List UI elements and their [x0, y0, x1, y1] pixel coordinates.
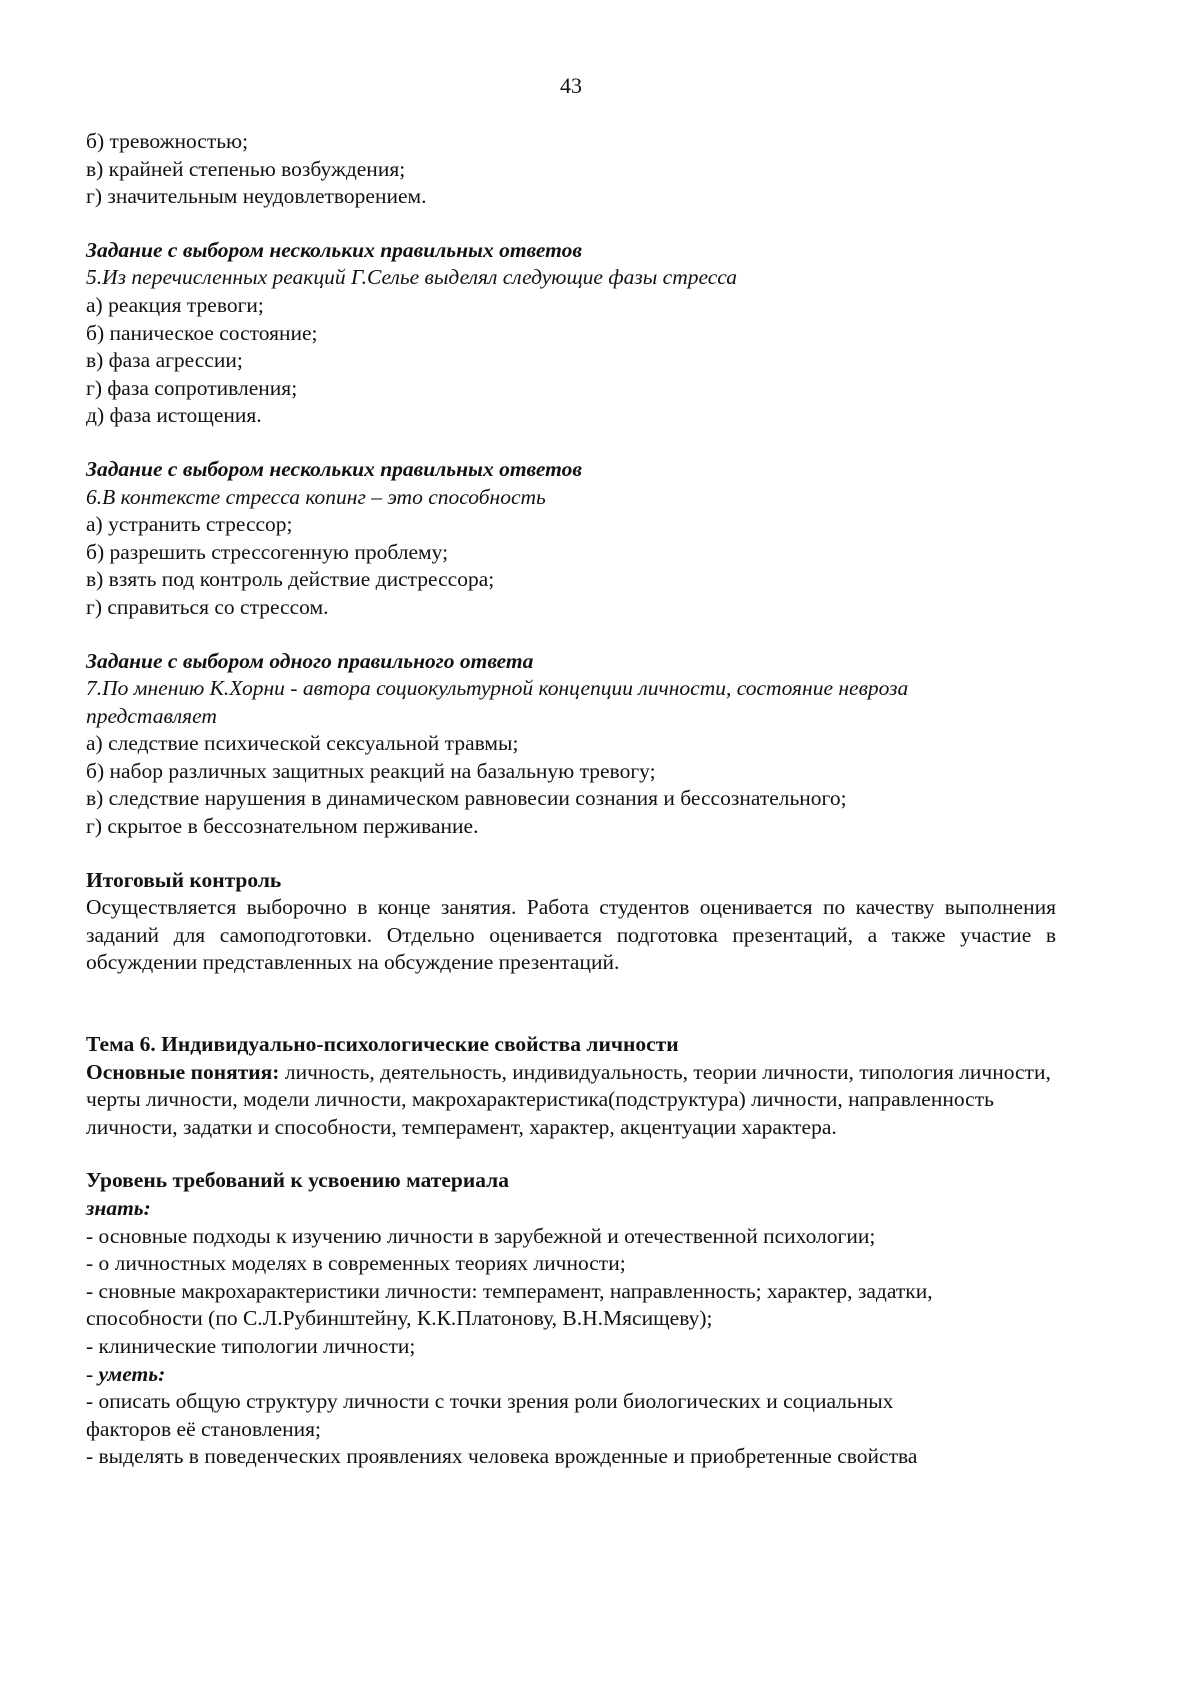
requirements-section: [86, 1167, 1056, 1471]
option-a: а) устранить стрессор;: [86, 512, 293, 537]
final-control-section: [86, 867, 1056, 977]
question-text: 6.В контексте стресса копинг – это способность: [86, 484, 546, 509]
know-item: - сновные макрохарактеристики личности: темперамент, направленность; характер, задатки,: [86, 1278, 933, 1303]
can-label-line: [86, 1361, 1056, 1389]
question-7: [86, 648, 1056, 841]
can-item: - выделять в поведенческих проявлениях человека врожденные и приобретенные свойства: [86, 1444, 918, 1469]
option-v: в) следствие нарушения в динамическом равновесии сознания и бессознательного;: [86, 786, 847, 811]
task-type-heading: Задание с выбором одного правильного ответа: [86, 648, 534, 673]
question-6: [86, 456, 1056, 622]
option-a: а) следствие психической сексуальной травмы;: [86, 731, 519, 756]
can-item: - описать общую структуру личности с точки зрения роли биологических и социальных: [86, 1389, 894, 1414]
can-label: уметь:: [98, 1361, 166, 1386]
q4-options: [86, 128, 1056, 211]
key-concepts-text: личность, деятельность, индивидуальность, теории личности, типология личности, черты личности, модели личности, макрохарактеристика(подструктура) личности, направленность личности, задатки и способности, темперамент, характер, акцентуации характера.: [86, 1059, 1051, 1139]
option-v: в) взять под контроль действие дистрессора;: [86, 567, 495, 592]
option-g: г) фаза сопротивления;: [86, 375, 298, 400]
question-5: [86, 237, 1056, 430]
can-dash: -: [86, 1361, 99, 1386]
option-d: д) фаза истощения.: [86, 403, 262, 428]
option-b: б) паническое состояние;: [86, 320, 318, 345]
option-v: в) крайней степенью возбуждения;: [86, 156, 406, 181]
page-number: 43: [560, 73, 582, 98]
section-paragraph: Осуществляется выборочно в конце занятия. Работа студентов оценивается по качеству выполнения заданий для самоподготовки. Отдельно оценивается подготовка презентаций, а также участие в обсуждении представленных на обсуждение презентаций.: [86, 895, 1056, 975]
option-g: г) справиться со стрессом.: [86, 594, 329, 619]
option-b: б) тревожностью;: [86, 129, 249, 153]
option-g: г) скрытое в бессознательном перживание.: [86, 814, 479, 839]
topic-6-section: [86, 1031, 1056, 1141]
key-concepts-paragraph: [86, 1059, 1056, 1142]
task-type-heading: Задание с выбором нескольких правильных ответов: [86, 456, 582, 481]
key-concepts-label: Основные понятия:: [86, 1059, 280, 1084]
section-heading: Уровень требований к усвоению материала: [86, 1168, 509, 1193]
know-item: способности (по С.Л.Рубинштейну, К.К.Платонову, В.Н.Мясищеву);: [86, 1306, 713, 1331]
page-content: [86, 128, 1056, 1471]
option-v: в) фаза агрессии;: [86, 348, 243, 373]
option-b: б) набор различных защитных реакций на базальную тревогу;: [86, 758, 656, 783]
option-a: а) реакция тревоги;: [86, 292, 264, 317]
task-type-heading: Задание с выбором нескольких правильных ответов: [86, 237, 582, 262]
section-heading: Итоговый контроль: [86, 867, 282, 892]
option-b: б) разрешить стрессогенную проблему;: [86, 539, 449, 564]
topic-heading: Тема 6. Индивидуально-психологические свойства личности: [86, 1032, 679, 1057]
option-g: г) значительным неудовлетворением.: [86, 184, 427, 209]
question-text-line-1: 7.По мнению К.Хорни - автора социокультурной концепции личности, состояние невроза: [86, 676, 909, 701]
know-item: - о личностных моделях в современных теориях личности;: [86, 1251, 626, 1276]
know-item: - клинические типологии личности;: [86, 1333, 416, 1358]
question-text-line-2: представляет: [86, 703, 217, 728]
know-label: знать:: [86, 1196, 151, 1220]
can-item: факторов её становления;: [86, 1416, 321, 1441]
question-text: 5.Из перечисленных реакций Г.Селье выделял следующие фазы стресса: [86, 265, 738, 290]
know-item: - основные подходы к изучению личности в зарубежной и отечественной психологии;: [86, 1223, 876, 1248]
